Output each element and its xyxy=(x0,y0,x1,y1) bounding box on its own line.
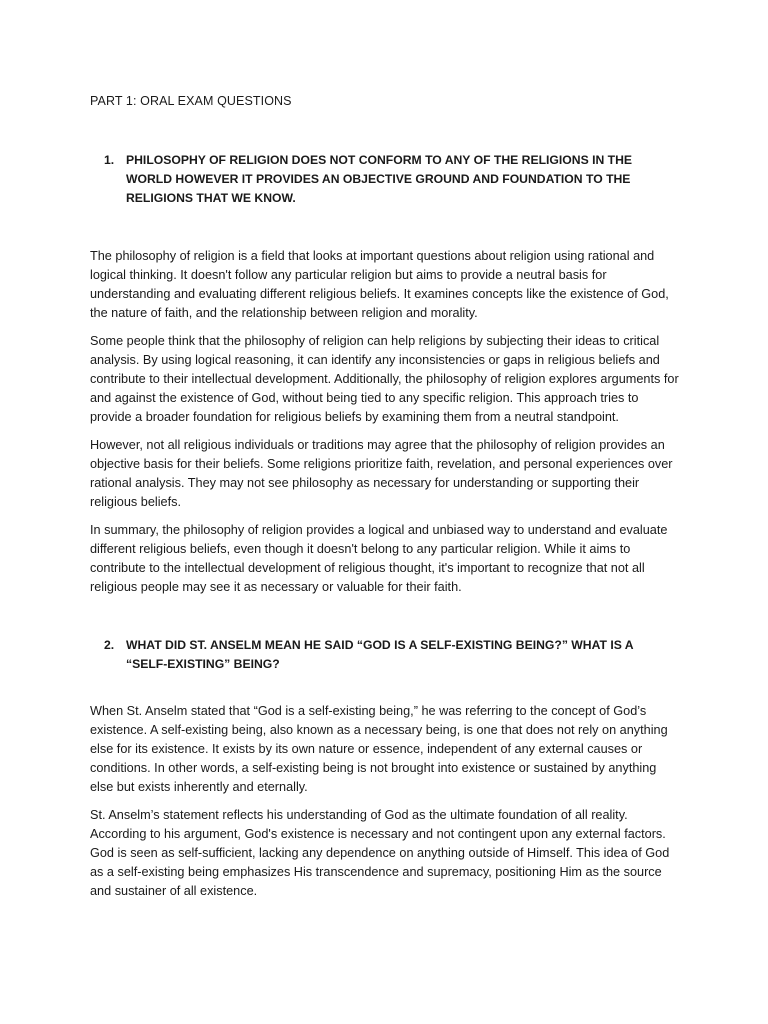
paragraph: When St. Anselm stated that “God is a self-existing being,” he was referring to the concept of God’s existence. A self-existing being, also known as a necessary being, is one that does not rely on anything else for its existence. It exists by its own nature or essence, independent of any external causes or conditions. In other words, a self-existing being is not brought into existence or sustained by anything else but exists inherently and eternally. xyxy=(90,704,668,794)
paragraph: St. Anselm’s statement reflects his understanding of God as the ultimate foundation of all reality. According to his argument, God's existence is necessary and not contingent upon any external factors. God is seen as self-sufficient, lacking any dependence on anything outside of Himself. This idea of God as a self-existing being emphasizes His transcendence and supremacy, positioning Him as the source and sustainer of all existence. xyxy=(90,808,670,898)
answer-2 xyxy=(90,702,682,910)
question-text: PHILOSOPHY OF RELIGION DOES NOT CONFORM TO ANY OF THE RELIGIONS IN THE WORLD HOWEVER IT PROVIDES AN OBJECTIVE GROUND AND FOUNDATION TO THE RELIGIONS THAT WE KNOW. xyxy=(126,153,633,205)
answer-1 xyxy=(90,247,682,606)
question-number: 1. xyxy=(104,153,115,167)
question-1 xyxy=(90,151,670,208)
question-2 xyxy=(90,636,670,674)
part-heading: PART 1: ORAL EXAM QUESTIONS xyxy=(90,94,292,108)
paragraph: Some people think that the philosophy of religion can help religions by subjecting their ideas to critical analysis. By using logical reasoning, it can identify any inconsistencies or gaps in religious beliefs and contribute to their intellectual development. Additionally, the philosophy of religion explores arguments for and against the existence of God, without being tied to any specific religion. This approach tries to provide a broader foundation for religious beliefs by examining them from a neutral standpoint. xyxy=(90,334,679,424)
paragraph: However, not all religious individuals or traditions may agree that the philosophy of religion provides an objective basis for their beliefs. Some religions prioritize faith, revelation, and personal experiences over rational analysis. They may not see philosophy as necessary for understanding or supporting their religious beliefs. xyxy=(90,438,673,509)
question-text: WHAT DID ST. ANSELM MEAN HE SAID “GOD IS A SELF-EXISTING BEING?” WHAT IS A “SELF-EXISTING” BEING? xyxy=(126,638,634,671)
question-number: 2. xyxy=(104,638,115,652)
paragraph: In summary, the philosophy of religion provides a logical and unbiased way to understand and evaluate different religious beliefs, even though it doesn't belong to any particular religion. While it aims to contribute to the intellectual development of religious thought, it's important to recognize that not all religious people may see it as necessary or valuable for their faith. xyxy=(90,523,668,594)
paragraph: The philosophy of religion is a field that looks at important questions about religion using rational and logical thinking. It doesn't follow any particular religion but aims to provide a neutral basis for understanding and evaluating different religious beliefs. It examines concepts like the existence of God, the nature of faith, and the relationship between religion and morality. xyxy=(90,249,669,320)
